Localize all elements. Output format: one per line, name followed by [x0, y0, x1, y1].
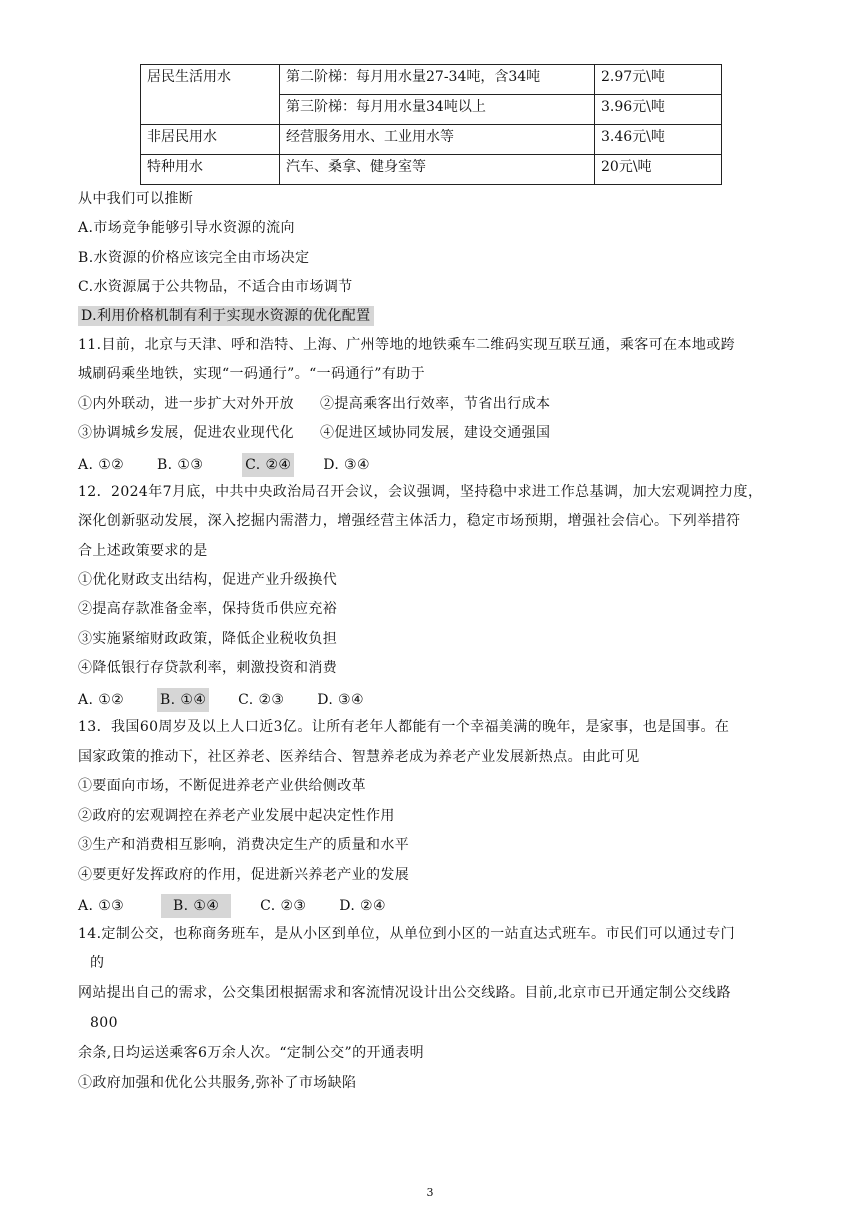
- q11-stem-line2: 城刷码乘坐地铁，实现“一码通行”。“一码通行”有助于: [78, 366, 426, 382]
- q10-option-b: B.水资源的价格应该完全由市场决定: [78, 250, 310, 266]
- q12-stem-line2: 深化创新驱动发展，深入挖掘内需潜力，增强经营主体活力，稳定市场预期，增强社会信心。下列举措符: [78, 513, 741, 529]
- q14-line2: 的: [90, 955, 105, 971]
- table-row: [141, 125, 722, 155]
- choice-d: D. ③④: [323, 457, 370, 473]
- q13-item-3: ③生产和消费相互影响，消费决定生产的质量和水平: [78, 837, 410, 853]
- q14-line4: 800: [90, 1015, 118, 1031]
- q11-item-2: ②提高乘客出行效率，节省出行成本: [320, 396, 551, 412]
- q10-option-a: A.市场竞争能够引导水资源的流向: [78, 220, 295, 236]
- q14-line1: 14.定制公交，也称商务班车，是从小区到单位，从单位到小区的一站直达式班车。市民们可以通过专门: [78, 926, 736, 942]
- choice-a: A. ①②: [78, 457, 125, 473]
- highlighted-answer: D.利用价格机制有利于实现水资源的优化配置: [78, 306, 374, 326]
- water-price-table: [140, 64, 722, 185]
- choice-c-highlighted: C. ②④: [242, 453, 294, 477]
- q13-stem-line1: 13．我国60周岁及以上人口近3亿。让所有老年人都能有一个幸福美满的晚年，是家事，也是国事。在: [78, 719, 730, 735]
- choice-a: A. ①③: [78, 898, 125, 914]
- choice-c: C. ②③: [260, 898, 307, 914]
- q12-stem-line1: 12．2024年7月底，中共中央政治局召开会议，会议强调，坚持稳中求进工作总基调，加大宏观调控力度，: [78, 484, 763, 500]
- q14-item-1: ①政府加强和优化公共服务,弥补了市场缺陷: [78, 1075, 357, 1091]
- q11-items-row1: [78, 394, 550, 414]
- page-number: 3: [426, 1186, 434, 1199]
- q14-line3: 网站提出自己的需求，公交集团根据需求和客流情况设计出公交线路。目前,北京市已开通定制公交线路: [78, 985, 731, 1001]
- choice-c: C. ②③: [238, 692, 285, 708]
- q13-item-4: ④要更好发挥政府的作用，促进新兴养老产业的发展: [78, 867, 410, 883]
- q12-item-4: ④降低银行存贷款利率，刺激投资和消费: [78, 660, 338, 676]
- table-cell: 经营服务用水、工业用水等: [280, 125, 595, 155]
- table-cell: 2.97元\吨: [595, 65, 722, 95]
- q13-item-1: ①要面向市场，不断促进养老产业供给侧改革: [78, 778, 366, 794]
- table-cell: 20元\吨: [595, 155, 722, 185]
- table-cell: 第三阶梯：每月用水量34吨以上: [280, 95, 595, 125]
- table-row: [141, 65, 722, 95]
- q14-line5: 余条,日均运送乘客6万余人次。“定制公交”的开通表明: [78, 1045, 425, 1061]
- table-cell: 非居民用水: [141, 125, 280, 155]
- q11-choices: [78, 453, 398, 477]
- table-cell: 第二阶梯：每月用水量27-34吨，含34吨: [280, 65, 595, 95]
- choice-b: B. ①③: [156, 457, 204, 473]
- q13-stem-line2: 国家政策的推动下，社区养老、医养结合、智慧养老成为养老产业发展新热点。由此可见: [78, 749, 640, 765]
- q10-option-d: [78, 306, 374, 326]
- q11-item-4: ④促进区域协同发展，建设交通强国: [320, 425, 551, 441]
- choice-d: D. ②④: [339, 898, 386, 914]
- q12-item-3: ③实施紧缩财政政策，降低企业税收负担: [78, 631, 338, 647]
- q12-choices: [78, 688, 392, 712]
- table-row: [141, 155, 722, 185]
- choice-b-highlighted: B. ①④: [157, 688, 209, 712]
- choice-b-highlighted: B. ①④: [161, 894, 231, 918]
- q11-stem-line1: 11.目前，北京与天津、呼和浩特、上海、广州等地的地铁乘车二维码实现互联互通，乘客可在本地或跨: [78, 337, 736, 353]
- q11-item-3: ③协调城乡发展，促进农业现代化: [78, 425, 294, 441]
- table-cell: 汽车、桑拿、健身室等: [280, 155, 595, 185]
- q11-item-1: ①内外联动，进一步扩大对外开放: [78, 396, 294, 412]
- q12-stem-line3: 合上述政策要求的是: [78, 543, 208, 559]
- q11-items-row2: [78, 423, 550, 443]
- q13-item-2: ②政府的宏观调控在养老产业发展中起决定性作用: [78, 808, 395, 824]
- q10-option-c: C.水资源属于公共物品，不适合由市场调节: [78, 279, 353, 295]
- q13-choices: [78, 894, 414, 918]
- choice-a: A. ①②: [78, 692, 125, 708]
- table-cell: 3.46元\吨: [595, 125, 722, 155]
- table-cell: 居民生活用水: [141, 65, 280, 125]
- q10-stem: 从中我们可以推断: [78, 191, 194, 207]
- table-cell: 3.96元\吨: [595, 95, 722, 125]
- q12-item-1: ①优化财政支出结构，促进产业升级换代: [78, 572, 338, 588]
- q12-item-2: ②提高存款准备金率，保持货币供应充裕: [78, 601, 338, 617]
- choice-d: D. ③④: [317, 692, 364, 708]
- table-cell: 特种用水: [141, 155, 280, 185]
